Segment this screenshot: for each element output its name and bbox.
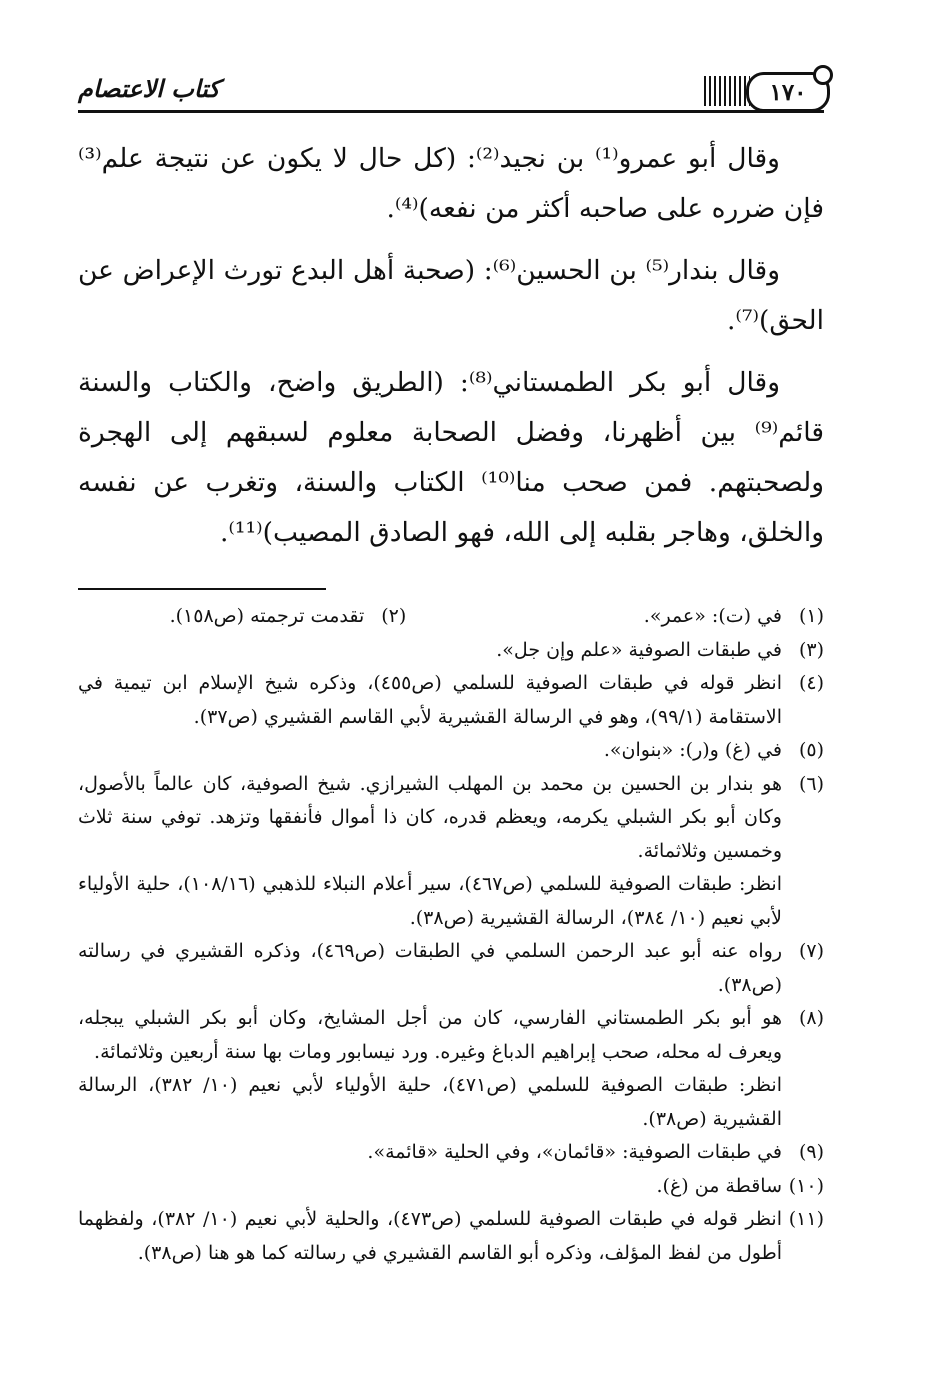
page-number-badge — [746, 72, 830, 112]
footnote-text: في (غ) و(ر): «بنوان». — [603, 739, 782, 761]
footnote — [78, 734, 824, 768]
footnotes — [78, 600, 824, 1270]
footnote-text — [78, 1002, 782, 1136]
footnote-marker: (٥) — [798, 739, 824, 761]
footnote-sources: انظر: طبقات الصوفية للسلمي (ص٤٧١)، حلية الأولياء لأبي نعيم (١٠/ ٣٨٢)، الرسالة القشيرية (ص٣٨). — [78, 1074, 782, 1130]
footnote-pair — [78, 600, 824, 634]
header-ornament — [704, 76, 750, 106]
footnote-text: رواه عنه أبو عبد الرحمن السلمي في الطبقات (ص٤٦٩)، وذكره القشيري في رسالته (ص٣٨). — [78, 940, 782, 996]
footnote-marker: (١١) — [788, 1208, 824, 1230]
footnote — [78, 1203, 824, 1270]
paragraph: وقال بندار⁽⁵⁾ بن الحسين⁽⁶⁾: (صحبة أهل البدع تورث الإعراض عن الحق)⁽⁷⁾. — [78, 255, 824, 336]
footnote-marker: (٢) — [381, 605, 407, 627]
footnote-text: في طبقات الصوفية: «قائمان»، وفي الحلية «قائمة». — [367, 1141, 782, 1163]
footnote — [78, 935, 824, 1002]
page-number: ١٧٠ — [769, 78, 807, 106]
footnote-text — [78, 768, 782, 936]
footnote — [78, 768, 824, 936]
footnote-marker: (٦) — [798, 772, 824, 795]
footnote-sources: انظر: طبقات الصوفية للسلمي (ص٤٦٧)، سير أعلام النبلاء للذهبي (١٠٨/١٦)، حلية الأولياء لأبي نعيم (١٠/ ٣٨٤)، الرسالة القشيرية (ص٣٨). — [78, 873, 782, 929]
footnote-text: انظر قوله في طبقات الصوفية للسلمي (ص٤٥٥)، وذكره شيخ الإسلام ابن تيمية في الاستقامة (٩٩/١)، وهو في الرسالة القشيرية لأبي القاسم القشيري (ص٣٧). — [78, 672, 782, 728]
footnote-separator — [78, 588, 326, 590]
footnote-biography: هو بندار بن الحسين بن محمد بن المهلب الشيرازي. شيخ الصوفية، كان عالماً بالأصول، وكان أبو بكر الشبلي يكرمه، ويعظم قدره، كان ذا أموال فأنفقها وتزهد. توفي سنة ثلاث وخمسين وثلاثمائة. — [78, 772, 782, 862]
footnote-marker: (٨) — [798, 1007, 824, 1029]
footnote-biography: هو أبو بكر الطمستاني الفارسي، كان من أجل المشايخ، وكان أبو بكر الشبلي يبجله، ويعرف له محله، صحب إبراهيم الدباغ وغيره. ورد نيسابور ومات بها سنة أربعين وثلاثمائة. — [78, 1007, 782, 1063]
footnote — [78, 1170, 824, 1204]
paragraph: وقال أبو بكر الطمستاني⁽⁸⁾: (الطريق واضح، والكتاب والسنة قائم⁽⁹⁾ بين أظهرنا، وفضل الصحابة معلوم لسبقهم إلى الهجرة ولصحبتهم. فمن صحب منا⁽¹⁰⁾ الكتاب والسنة، وتغرب عن نفسه والخلق، وهاجر بقلبه إلى الله، فهو الصادق المصيب)⁽¹¹⁾. — [78, 367, 824, 548]
paragraph: وقال أبو عمرو⁽¹⁾ بن نجيد⁽²⁾: (كل حال لا يكون عن نتيجة علم⁽³⁾ فإن ضرره على صاحبه أكثر من نفعه)⁽⁴⁾. — [78, 143, 824, 224]
footnote-text: في (ت): «عمر». — [643, 605, 782, 627]
footnote-marker: (٣) — [798, 638, 824, 661]
main-text — [78, 134, 824, 558]
footnote-marker: (٩) — [798, 1141, 824, 1163]
footnote — [78, 634, 824, 668]
footnote-text: ساقطة من (غ). — [656, 1174, 782, 1197]
footnote-marker: (٧) — [798, 940, 824, 962]
book-page — [78, 62, 824, 1352]
footnote-marker: (٤) — [798, 672, 824, 694]
running-header — [78, 62, 824, 114]
footnote — [78, 600, 406, 634]
footnote-marker: (١) — [798, 605, 824, 627]
footnote — [78, 1136, 824, 1170]
footnote-text: انظر قوله في طبقات الصوفية للسلمي (ص٤٧٣)، والحلية لأبي نعيم (١٠/ ٣٨٢)، ولفظهما أطول من لفظ المؤلف، وذكره أبو القاسم القشيري في رسالته كما هو هنا (ص٣٨). — [78, 1208, 782, 1264]
footnote-text: تقدمت ترجمته (ص١٥٨). — [169, 605, 365, 627]
footnote-list — [78, 634, 824, 1271]
footnote-text: في طبقات الصوفية «علم وإن جل». — [496, 638, 782, 661]
footnote-marker: (١٠) — [788, 1174, 824, 1197]
footnote — [78, 667, 824, 734]
header-rule — [78, 110, 824, 113]
book-title: كتاب الاعتصام — [78, 74, 220, 103]
footnote — [406, 600, 824, 634]
footnote — [78, 1002, 824, 1136]
